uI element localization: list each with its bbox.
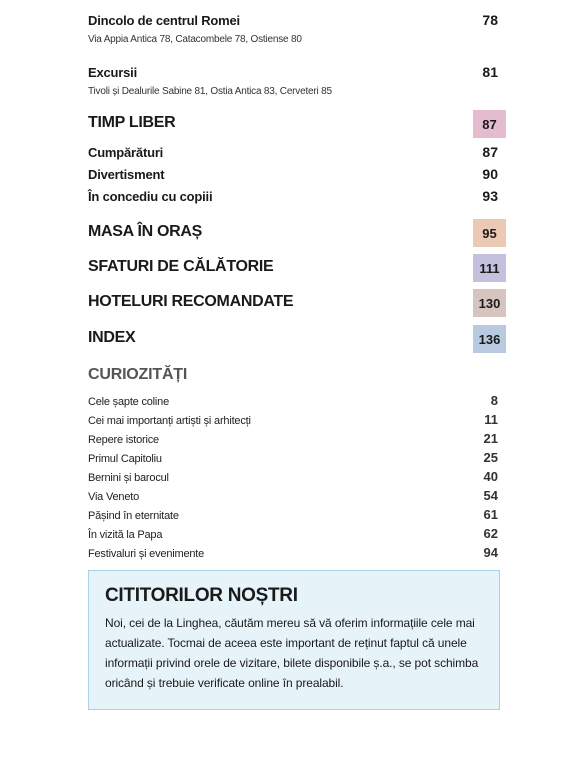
curio-item-page: 61 (483, 507, 498, 522)
curio-item[interactable] (88, 507, 498, 522)
curio-item[interactable] (88, 488, 498, 503)
curio-item-page: 8 (490, 393, 498, 408)
readers-note-title: CITITORILOR NOȘTRI (105, 585, 298, 606)
curio-item-page: 54 (483, 488, 498, 503)
section-page-badge: 111 (473, 254, 506, 282)
curio-item-label: Bernini și barocul (88, 472, 169, 484)
curio-item[interactable] (88, 469, 498, 484)
curio-item-page: 62 (483, 526, 498, 541)
curio-item[interactable] (88, 450, 498, 465)
toc-item-cumparaturi[interactable] (88, 144, 498, 160)
toc-item-divertisment[interactable] (88, 166, 498, 182)
section-title: MASA ÎN ORAȘ (88, 223, 203, 240)
toc-entry-page: 81 (482, 64, 498, 80)
curio-item-page: 25 (483, 450, 498, 465)
curio-item[interactable] (88, 526, 498, 541)
toc-entry-excursii[interactable] (88, 64, 498, 97)
toc-item-title: În concediu cu copiii (88, 189, 213, 204)
curio-item-page: 11 (484, 412, 498, 427)
readers-note-body: Noi, cei de la Linghea, căutăm mereu să vă oferim informațiile cele mai actualizate. Tocmai de aceea este important de reținut faptul că unele informații privind orele de vizitare, bilete disponibile ș.a., se pot schimba oricând și trebuie verificate online în prealabil. (105, 616, 479, 690)
section-page-badge: 95 (473, 219, 506, 247)
toc-item-concediu[interactable] (88, 188, 498, 204)
section-title: SFATURI DE CĂLĂTORIE (88, 258, 274, 275)
toc-item-page: 90 (482, 166, 498, 182)
section-page-badge: 130 (473, 289, 506, 317)
curio-item-label: Festivaluri și evenimente (88, 548, 205, 560)
curio-item-label: Cei mai importanți artiști și arhitecți (88, 415, 251, 427)
curio-item[interactable] (88, 393, 498, 408)
curio-item-label: Primul Capitoliu (88, 453, 162, 465)
toc-item-title: Cumpărături (88, 145, 164, 160)
toc-entry-page: 78 (482, 12, 498, 28)
curio-item-label: Repere istorice (88, 434, 159, 446)
curio-item-page: 94 (483, 545, 498, 560)
readers-note-box (88, 570, 500, 710)
section-page-badge: 136 (473, 325, 506, 353)
section-index[interactable] (88, 325, 506, 353)
section-sfaturi[interactable] (88, 254, 506, 282)
curio-item-label: În vizită la Papa (88, 529, 163, 541)
toc-entry-title: Dincolo de centrul Romei (88, 13, 240, 28)
curio-item-label: Pășind în eternitate (88, 510, 179, 522)
section-title: HOTELURI RECOMANDATE (88, 293, 294, 310)
toc-item-page: 87 (482, 144, 498, 160)
section-title: INDEX (88, 329, 136, 346)
toc-entry-dincolo[interactable] (88, 12, 498, 45)
toc-entry-subtitle: Via Appia Antica 78, Catacombele 78, Ostiense 80 (88, 34, 302, 45)
curio-item-label: Cele șapte coline (88, 396, 169, 408)
toc-entry-subtitle: Tivoli și Dealurile Sabine 81, Ostia Antica 83, Cerveteri 85 (88, 86, 332, 97)
section-timp-liber[interactable] (88, 110, 506, 138)
toc-item-title: Divertisment (88, 167, 165, 182)
curiozitati-heading: CURIOZITĂȚI (88, 366, 188, 383)
curio-item[interactable] (88, 412, 498, 427)
curio-item-label: Via Veneto (88, 491, 140, 503)
section-masa-in-oras[interactable] (88, 219, 506, 247)
toc-item-page: 93 (482, 188, 498, 204)
curio-item[interactable] (88, 545, 498, 560)
curio-item[interactable] (88, 431, 498, 446)
toc-entry-title: Excursii (88, 65, 137, 80)
section-title: TIMP LIBER (88, 114, 176, 131)
curio-item-page: 21 (483, 431, 498, 446)
section-page-badge: 87 (473, 110, 506, 138)
section-hoteluri[interactable] (88, 289, 506, 317)
curio-item-page: 40 (483, 469, 498, 484)
